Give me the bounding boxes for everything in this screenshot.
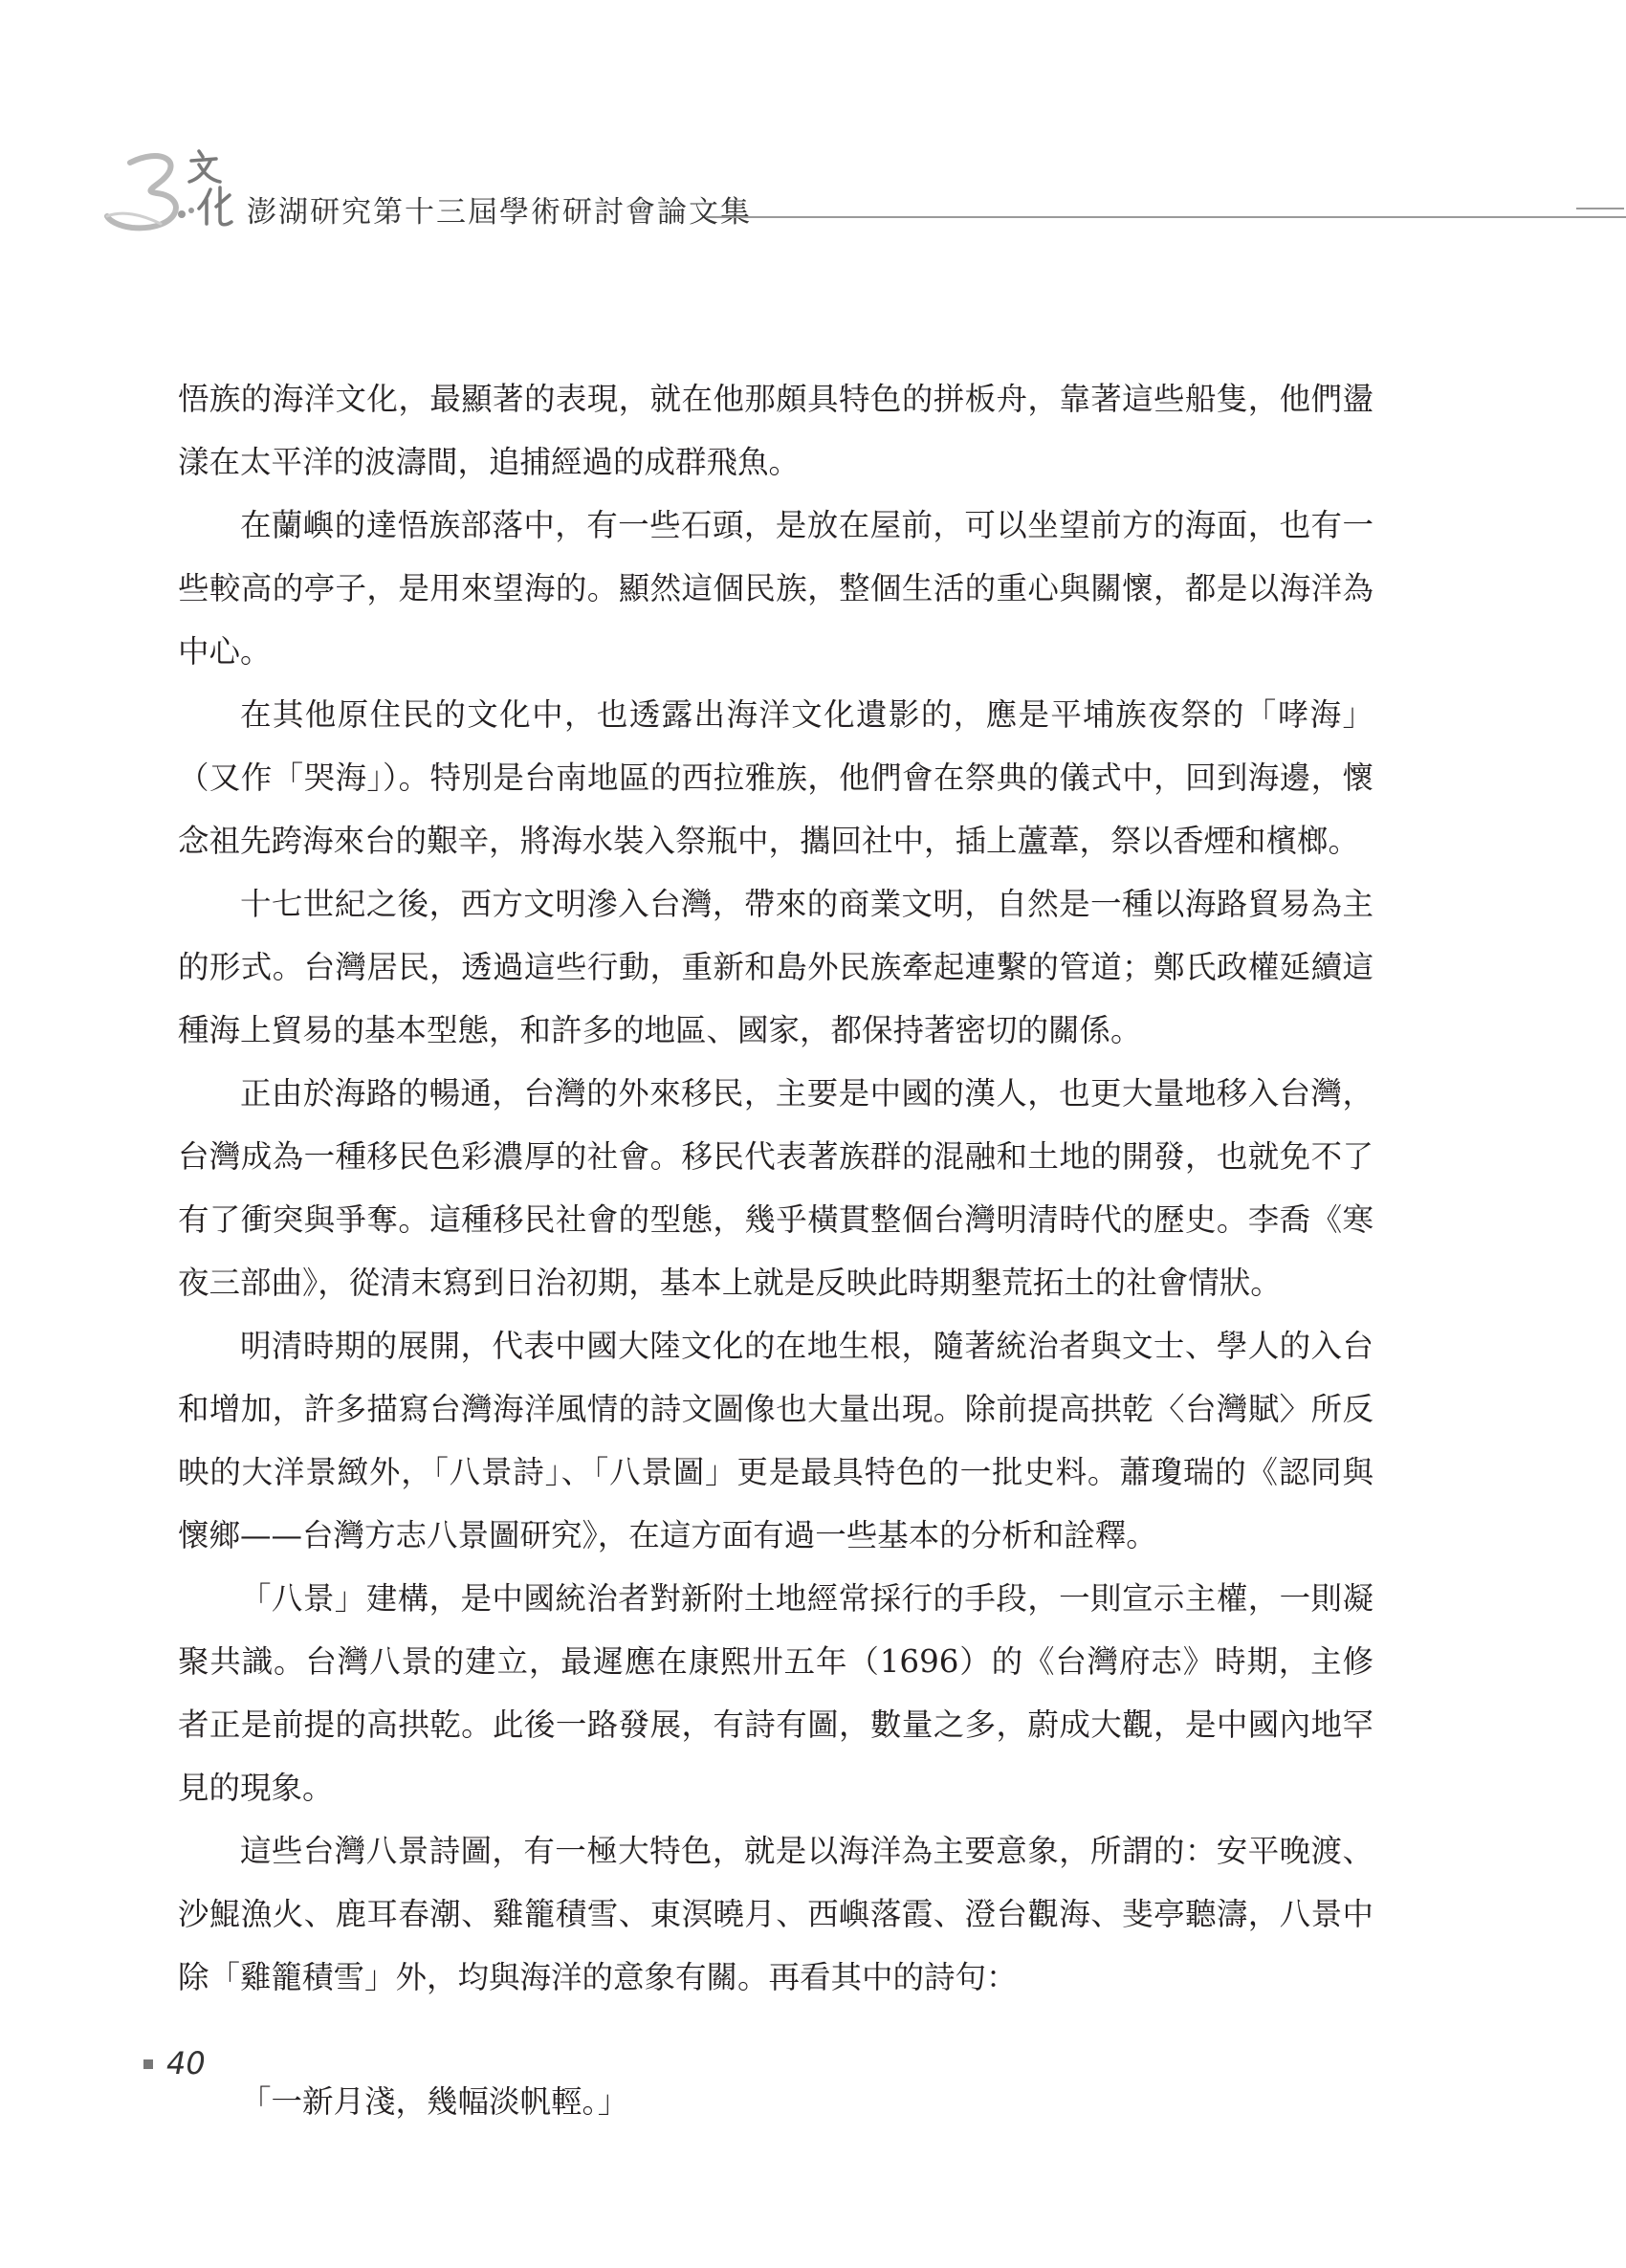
paragraph: 這些台灣八景詩圖，有一極大特色，就是以海洋為主要意象，所謂的：安平晚渡、沙鯤漁火、鹿耳春潮、雞籠積雪、東溟曉月、西嶼落霞、澄台觀海、斐亭聽濤，八景中除「雞籠積雪」外，均與海洋的意象有關。再看其中的詩句： [178,1833,1373,1995]
paragraph: 明清時期的展開，代表中國大陸文化的在地生根，隨著統治者與文士、學人的入台和增加，許多描寫台灣海洋風情的詩文圖像也大量出現。除前提高拱乾〈台灣賦〉所反映的大洋景緻外，「八景詩」、「八景圖」更是最具特色的一批史料。蕭瓊瑞的《認同與懷鄉——台灣方志八景圖研究》，在這方面有過一些基本的分析和詮釋。 [178,1328,1373,1553]
paragraph: 在蘭嶼的達悟族部落中，有一些石頭，是放在屋前，可以坐望前方的海面，也有一些較高的亭子，是用來望海的。顯然這個民族，整個生活的重心與關懷，都是以海洋為中心。 [178,507,1373,670]
page-marker-icon [143,2059,153,2069]
page-header [103,143,1626,249]
culture-calligraphy-logo-icon [103,143,266,239]
paragraph: 十七世紀之後，西方文明滲入台灣，帶來的商業文明，自然是一種以海路貿易為主的形式。台灣居民，透過這些行動，重新和島外民族牽起連繫的管道；鄭氏政權延續這種海上貿易的基本型態，和許多的地區、國家，都保持著密切的關係。 [178,886,1373,1048]
article-body [178,367,1373,2133]
book-title: 澎湖研究第十三屆學術研討會論文集 [247,195,752,230]
paragraph: 悟族的海洋文化，最顯著的表現，就在他那頗具特色的拼板舟，靠著這些船隻，他們盪漾在太平洋的波濤間，追捕經過的成群飛魚。 [178,381,1373,480]
header-divider-end [1576,208,1624,209]
page-number: 40 [166,2045,206,2081]
paragraph: 「八景」建構，是中國統治者對新附土地經常採行的手段，一則宣示主權，一則凝聚共識。台灣八景的建立，最遲應在康熙卅五年（1696）的《台灣府志》時期，主修者正是前提的高拱乾。此後一路發展，有詩有圖，數量之多，蔚成大觀，是中國內地罕見的現象。 [178,1580,1373,1806]
header-divider [706,216,1626,218]
paragraph: 正由於海路的暢通，台灣的外來移民，主要是中國的漢人，也更大量地移入台灣，台灣成為一種移民色彩濃厚的社會。移民代表著族群的混融和土地的開發，也就免不了有了衝突與爭奪。這種移民社會的型態，幾乎橫貫整個台灣明清時代的歷史。李喬《寒夜三部曲》，從清末寫到日治初期，基本上就是反映此時期墾荒拓土的社會情狀。 [178,1075,1373,1301]
paragraph: 在其他原住民的文化中，也透露出海洋文化遺影的，應是平埔族夜祭的「哮海」（又作「哭海」）。特別是台南地區的西拉雅族，他們會在祭典的儀式中，回到海邊，懷念祖先跨海來台的艱辛，將海水裝入祭瓶中，攜回社中，插上蘆葦，祭以香煙和檳榔。 [178,696,1373,859]
poem-quote: 「一新月淺，幾幅淡帆輕。」 [240,2083,629,2120]
